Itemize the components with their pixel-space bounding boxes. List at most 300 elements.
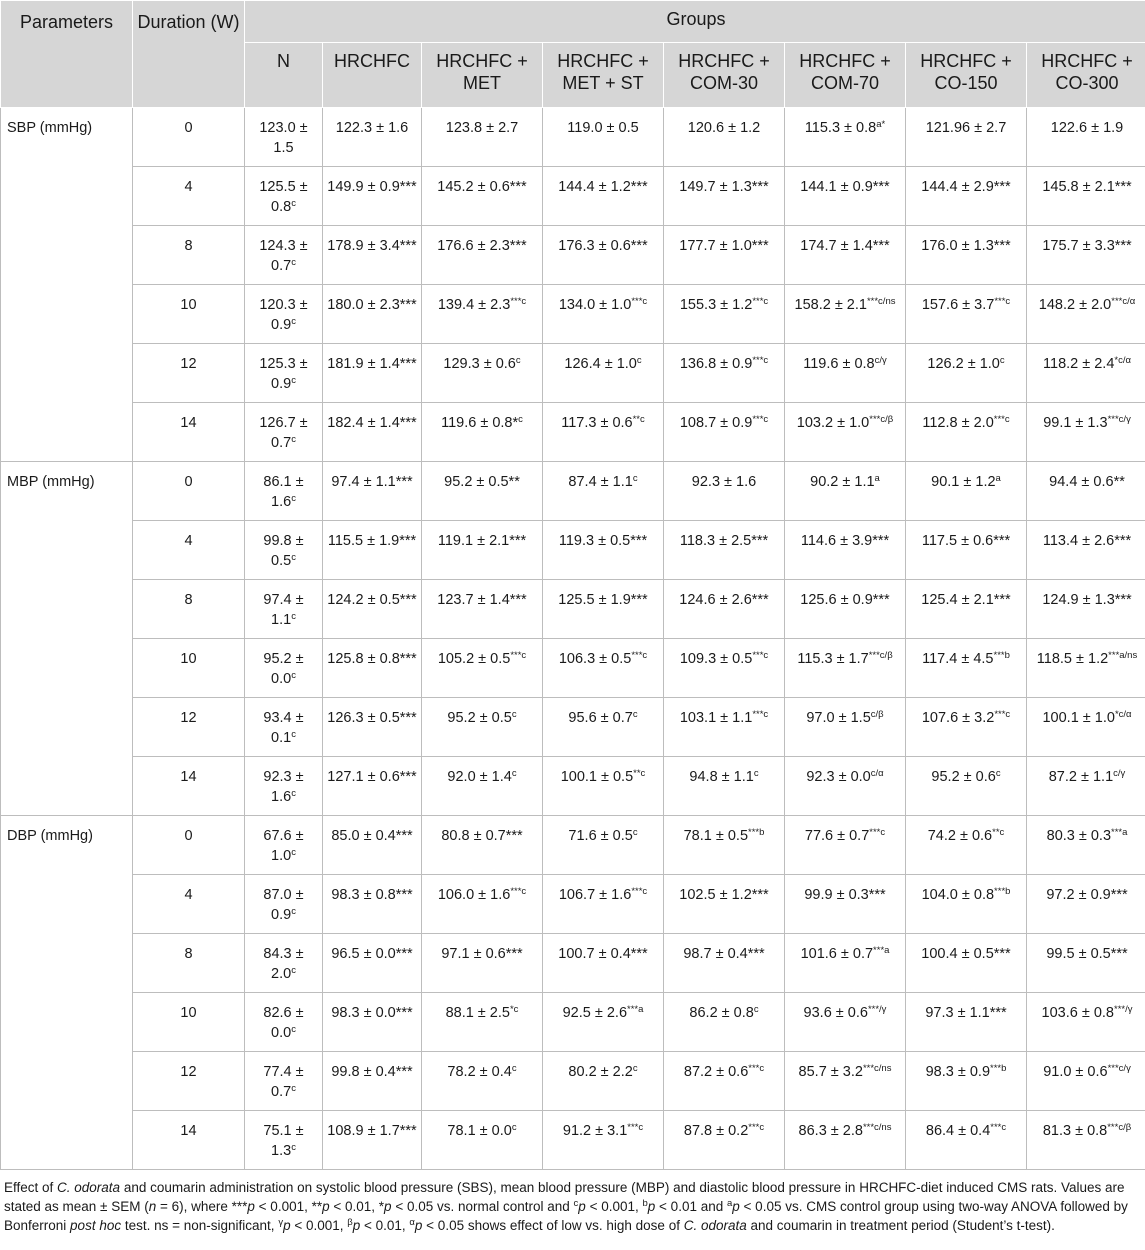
header-group-col: HRCHFC + COM-30 xyxy=(664,43,785,108)
value-cell xyxy=(785,934,906,993)
value-cell xyxy=(422,993,543,1052)
footnote-text: Effect of xyxy=(4,1180,58,1195)
value-text: 129.3 ± 0.6 xyxy=(443,356,516,372)
value-text: 78.1 ± 0.5 xyxy=(683,828,749,844)
duration-cell: 10 xyxy=(133,639,245,698)
value-cell xyxy=(1027,1111,1145,1170)
value-text: 124.9 ± 1.3*** xyxy=(1042,592,1132,608)
value-text: 180.0 ± 2.3*** xyxy=(327,297,417,313)
significance-mark: c xyxy=(291,198,296,209)
value-text: 118.2 ± 2.4 xyxy=(1043,356,1115,372)
value-text: 99.9 ± 0.3*** xyxy=(804,887,886,903)
value-cell xyxy=(245,108,323,167)
value-cell xyxy=(323,757,422,816)
header-group-col: N xyxy=(245,43,323,108)
value-text: 77.4 ± 0.7 xyxy=(263,1064,304,1100)
value-text: 75.1 ± 1.3 xyxy=(263,1123,304,1159)
value-cell xyxy=(664,108,785,167)
value-text: 84.3 ± 2.0 xyxy=(263,946,304,982)
value-cell xyxy=(543,462,664,521)
value-text: 100.1 ± 1.0 xyxy=(1042,710,1115,726)
value-text: 106.3 ± 0.5 xyxy=(558,651,632,667)
footnote-sup: α xyxy=(409,1217,415,1228)
value-text: 98.7 ± 0.4*** xyxy=(683,946,765,962)
value-text: 92.3 ± 0.0 xyxy=(806,769,871,785)
table-row xyxy=(1,1111,1145,1170)
value-cell xyxy=(1027,639,1145,698)
variable-n: n xyxy=(148,1199,157,1214)
header-group-col: HRCHFC + CO-150 xyxy=(906,43,1027,108)
significance-mark: c/γ xyxy=(1113,768,1126,779)
significance-mark: ***c xyxy=(993,414,1010,425)
value-text: 102.5 ± 1.2*** xyxy=(679,887,769,903)
table-footnote xyxy=(0,1170,1145,1235)
value-cell xyxy=(422,167,543,226)
significance-mark: c xyxy=(636,355,642,366)
value-text: 106.7 ± 1.6 xyxy=(558,887,632,903)
footnote-sup: b xyxy=(642,1198,648,1209)
significance-mark: c xyxy=(632,709,638,720)
value-cell xyxy=(664,993,785,1052)
header-groups: Groups xyxy=(245,1,1145,43)
value-text: 99.5 ± 0.5*** xyxy=(1046,946,1128,962)
value-cell xyxy=(323,639,422,698)
significance-mark: ***c xyxy=(631,296,648,307)
value-cell xyxy=(906,167,1027,226)
value-cell xyxy=(906,993,1027,1052)
significance-mark: c xyxy=(291,611,296,622)
value-cell xyxy=(664,1052,785,1111)
value-cell xyxy=(422,816,543,875)
value-cell xyxy=(664,580,785,639)
table-row xyxy=(1,816,1145,875)
value-cell xyxy=(906,403,1027,462)
value-cell xyxy=(422,462,543,521)
value-cell xyxy=(1027,344,1145,403)
value-cell xyxy=(543,344,664,403)
value-text: 95.2 ± 0.6 xyxy=(931,769,996,785)
value-text: 103.6 ± 0.8 xyxy=(1041,1005,1114,1021)
value-text: 122.6 ± 1.9 xyxy=(1050,120,1124,136)
value-text: 80.8 ± 0.7*** xyxy=(441,828,523,844)
value-cell xyxy=(543,757,664,816)
value-text: 144.4 ± 1.2*** xyxy=(558,179,648,195)
significance-mark: *c/α xyxy=(1114,709,1132,720)
value-cell xyxy=(785,167,906,226)
value-text: 123.8 ± 2.7 xyxy=(445,120,519,136)
value-text: 134.0 ± 1.0 xyxy=(558,297,632,313)
value-text: 94.8 ± 1.1 xyxy=(689,769,754,785)
value-cell xyxy=(906,639,1027,698)
value-cell xyxy=(664,757,785,816)
value-text: 99.8 ± 0.4*** xyxy=(331,1064,413,1080)
value-cell xyxy=(323,108,422,167)
significance-mark: ***b xyxy=(994,886,1011,897)
significance-mark: c/β xyxy=(870,709,884,720)
value-cell xyxy=(785,226,906,285)
value-cell xyxy=(1027,1052,1145,1111)
value-text: 144.4 ± 2.9*** xyxy=(921,179,1011,195)
significance-mark: ***b xyxy=(748,827,765,838)
footnote-text: < 0.05 shows effect of low vs. high dose of xyxy=(422,1218,684,1233)
significance-mark: ***c xyxy=(752,650,769,661)
species-name: C. odorata xyxy=(57,1180,121,1195)
value-text: 126.2 ± 1.0 xyxy=(927,356,1000,372)
significance-mark: **c xyxy=(632,414,645,425)
significance-mark: ***c xyxy=(990,1122,1007,1133)
significance-mark: ***c/ns xyxy=(862,1122,892,1133)
footnote-text: < 0.001, xyxy=(585,1199,643,1214)
significance-mark: ***c/β xyxy=(869,414,894,425)
duration-cell: 4 xyxy=(133,167,245,226)
footnote-text: < 0.01, * xyxy=(329,1199,385,1214)
significance-mark: ***c xyxy=(510,296,527,307)
duration-cell: 12 xyxy=(133,1052,245,1111)
significance-mark: c xyxy=(291,257,296,268)
value-text: 92.3 ± 1.6 xyxy=(691,474,757,490)
significance-mark: ***a/ns xyxy=(1108,650,1138,661)
duration-cell: 14 xyxy=(133,403,245,462)
value-cell xyxy=(422,1111,543,1170)
value-cell xyxy=(906,816,1027,875)
variable-p: p xyxy=(352,1218,361,1233)
value-cell xyxy=(422,285,543,344)
value-text: 125.3 ± 0.9 xyxy=(259,356,308,392)
value-cell xyxy=(323,462,422,521)
value-cell xyxy=(785,1111,906,1170)
value-text: 97.2 ± 0.9*** xyxy=(1046,887,1128,903)
value-text: 87.2 ± 1.1 xyxy=(1048,769,1114,785)
value-text: 90.2 ± 1.1 xyxy=(810,474,875,490)
significance-mark: ***c/ns xyxy=(862,1063,892,1074)
significance-mark: c xyxy=(511,1122,517,1133)
value-cell xyxy=(664,875,785,934)
value-cell xyxy=(785,816,906,875)
value-text: 95.6 ± 0.7 xyxy=(568,710,633,726)
value-cell xyxy=(1027,934,1145,993)
value-text: 139.4 ± 2.3 xyxy=(437,297,511,313)
value-cell xyxy=(422,875,543,934)
value-cell xyxy=(323,285,422,344)
value-cell xyxy=(422,521,543,580)
value-cell xyxy=(422,344,543,403)
value-cell xyxy=(785,521,906,580)
duration-cell: 0 xyxy=(133,462,245,521)
value-text: 74.2 ± 0.6 xyxy=(927,828,993,844)
value-cell xyxy=(245,698,323,757)
header-group-col: HRCHFC + MET xyxy=(422,43,543,108)
value-text: 113.4 ± 2.6*** xyxy=(1042,533,1132,549)
footnote-sup: γ xyxy=(278,1217,284,1228)
value-cell xyxy=(543,698,664,757)
value-text: 97.4 ± 1.1*** xyxy=(331,474,413,490)
value-cell xyxy=(543,521,664,580)
value-text: 155.3 ± 1.2 xyxy=(679,297,753,313)
table-row xyxy=(1,639,1145,698)
value-cell xyxy=(785,698,906,757)
table-row xyxy=(1,521,1145,580)
value-cell xyxy=(323,816,422,875)
variable-p: p xyxy=(247,1199,255,1214)
footnote-text: < 0.05 vs. normal control and xyxy=(391,1199,574,1214)
value-cell xyxy=(543,108,664,167)
value-text: 117.3 ± 0.6 xyxy=(561,415,633,431)
value-text: 93.6 ± 0.6 xyxy=(803,1005,868,1021)
duration-cell: 14 xyxy=(133,757,245,816)
significance-mark: ***/γ xyxy=(867,1004,887,1015)
significance-mark: ***c xyxy=(752,414,769,425)
significance-mark: ***c xyxy=(994,296,1011,307)
significance-mark: c xyxy=(515,355,521,366)
table-row xyxy=(1,993,1145,1052)
value-text: 121.96 ± 2.7 xyxy=(925,120,1007,136)
value-text: 86.2 ± 0.8 xyxy=(689,1005,754,1021)
value-text: 108.9 ± 1.7*** xyxy=(327,1123,417,1139)
value-cell xyxy=(1027,108,1145,167)
value-text: 78.1 ± 0.0 xyxy=(447,1123,512,1139)
value-cell xyxy=(422,1052,543,1111)
value-cell xyxy=(1027,285,1145,344)
value-cell xyxy=(245,580,323,639)
value-cell xyxy=(543,226,664,285)
value-cell xyxy=(422,226,543,285)
post-hoc-term: post hoc xyxy=(70,1218,122,1233)
value-cell xyxy=(1027,462,1145,521)
value-cell xyxy=(245,934,323,993)
value-cell xyxy=(785,639,906,698)
value-cell xyxy=(422,108,543,167)
value-text: 105.2 ± 0.5 xyxy=(437,651,511,667)
value-cell xyxy=(245,1052,323,1111)
value-text: 107.6 ± 3.2 xyxy=(921,710,995,726)
significance-mark: c xyxy=(291,1024,296,1035)
value-text: 97.0 ± 1.5 xyxy=(806,710,871,726)
value-cell xyxy=(664,167,785,226)
value-cell xyxy=(906,285,1027,344)
significance-mark: *c xyxy=(509,1004,519,1015)
significance-mark: ***c xyxy=(994,709,1011,720)
duration-cell: 0 xyxy=(133,816,245,875)
value-cell xyxy=(664,285,785,344)
value-cell xyxy=(664,816,785,875)
header-parameters: Parameters xyxy=(1,1,133,108)
table-row xyxy=(1,580,1145,639)
value-text: 158.2 ± 2.1 xyxy=(794,297,867,313)
value-cell xyxy=(664,521,785,580)
value-text: 117.5 ± 0.6*** xyxy=(921,533,1011,549)
value-cell xyxy=(245,757,323,816)
value-cell xyxy=(323,934,422,993)
value-cell xyxy=(664,403,785,462)
value-cell xyxy=(543,875,664,934)
significance-mark: ***c xyxy=(627,1122,644,1133)
value-text: 87.4 ± 1.1 xyxy=(568,474,633,490)
significance-mark: ***c xyxy=(748,1122,765,1133)
value-text: 101.6 ± 0.7 xyxy=(800,946,874,962)
value-text: 99.1 ± 1.3 xyxy=(1043,415,1108,431)
value-cell xyxy=(785,875,906,934)
value-cell xyxy=(906,757,1027,816)
value-text: 97.1 ± 0.6*** xyxy=(441,946,523,962)
value-text: 126.3 ± 0.5*** xyxy=(327,710,417,726)
duration-cell: 0 xyxy=(133,108,245,167)
value-text: 100.1 ± 0.5 xyxy=(560,769,634,785)
variable-p: p xyxy=(414,1218,423,1233)
value-cell xyxy=(1027,698,1145,757)
significance-mark: ***c xyxy=(510,650,527,661)
header-duration: Duration (W) xyxy=(133,1,245,108)
value-text: 127.1 ± 0.6*** xyxy=(327,769,417,785)
value-text: 97.3 ± 1.1*** xyxy=(925,1005,1007,1021)
value-cell xyxy=(906,1111,1027,1170)
value-text: 125.4 ± 2.1*** xyxy=(921,592,1011,608)
value-cell xyxy=(245,639,323,698)
significance-mark: c xyxy=(291,847,296,858)
value-text: 115.3 ± 1.7 xyxy=(797,651,869,667)
significance-mark: ***c xyxy=(752,355,769,366)
value-text: 92.3 ± 1.6 xyxy=(263,769,304,805)
duration-cell: 4 xyxy=(133,875,245,934)
value-text: 93.4 ± 0.1 xyxy=(263,710,304,746)
variable-p: p xyxy=(647,1199,656,1214)
significance-mark: c xyxy=(291,965,296,976)
significance-mark: ***c/β xyxy=(1107,1122,1132,1133)
value-text: 124.6 ± 2.6*** xyxy=(679,592,769,608)
value-text: 119.6 ± 0.8* xyxy=(441,415,519,431)
duration-cell: 12 xyxy=(133,698,245,757)
value-cell xyxy=(323,580,422,639)
value-text: 148.2 ± 2.0 xyxy=(1038,297,1112,313)
value-text: 71.6 ± 0.5 xyxy=(568,828,633,844)
value-text: 86.4 ± 0.4 xyxy=(925,1123,991,1139)
value-cell xyxy=(1027,167,1145,226)
value-cell xyxy=(323,167,422,226)
value-text: 87.2 ± 0.6 xyxy=(683,1064,749,1080)
value-cell xyxy=(245,816,323,875)
value-cell xyxy=(543,639,664,698)
value-cell xyxy=(245,167,323,226)
value-text: 87.0 ± 0.9 xyxy=(263,887,304,923)
value-cell xyxy=(785,757,906,816)
value-text: 106.0 ± 1.6 xyxy=(437,887,511,903)
value-text: 120.3 ± 0.9 xyxy=(259,297,308,333)
value-text: 94.4 ± 0.6** xyxy=(1049,474,1125,490)
value-cell xyxy=(1027,875,1145,934)
value-cell xyxy=(245,521,323,580)
significance-mark: ***c/ns xyxy=(866,296,896,307)
significance-mark: c xyxy=(999,355,1005,366)
value-cell xyxy=(664,698,785,757)
significance-mark: ***b xyxy=(993,650,1010,661)
significance-mark: *c/α xyxy=(1114,355,1131,366)
footnote-text: and coumarin in treatment period (Student’s t-test). xyxy=(746,1218,1055,1233)
value-text: 98.3 ± 0.8*** xyxy=(331,887,413,903)
value-cell xyxy=(906,521,1027,580)
value-text: 118.3 ± 2.5*** xyxy=(679,533,769,549)
value-text: 174.7 ± 1.4*** xyxy=(800,238,890,254)
significance-mark: c xyxy=(291,670,296,681)
table-row xyxy=(1,757,1145,816)
value-cell xyxy=(245,226,323,285)
value-cell xyxy=(543,934,664,993)
footnote-text: < 0.001, xyxy=(290,1218,348,1233)
significance-mark: c xyxy=(518,414,523,425)
footnote-text: < 0.01 and xyxy=(655,1199,727,1214)
significance-mark: ***c/γ xyxy=(1107,414,1131,425)
significance-mark: ***a xyxy=(627,1004,644,1015)
header-group-col: HRCHFC + COM-70 xyxy=(785,43,906,108)
value-text: 119.0 ± 0.5 xyxy=(567,120,639,136)
value-cell xyxy=(422,757,543,816)
variable-p: p xyxy=(578,1199,586,1214)
value-cell xyxy=(906,462,1027,521)
header-group-col: HRCHFC + MET + ST xyxy=(543,43,664,108)
value-cell xyxy=(906,344,1027,403)
value-text: 176.6 ± 2.3*** xyxy=(437,238,527,254)
value-text: 85.0 ± 0.4*** xyxy=(331,828,413,844)
significance-mark: c xyxy=(753,1004,759,1015)
table-row xyxy=(1,698,1145,757)
value-text: 104.0 ± 0.8 xyxy=(921,887,995,903)
value-text: 95.2 ± 0.0 xyxy=(263,651,304,687)
value-text: 82.6 ± 0.0 xyxy=(263,1005,304,1041)
value-text: 157.6 ± 3.7 xyxy=(921,297,995,313)
significance-mark: c xyxy=(291,1083,296,1094)
table-row xyxy=(1,285,1145,344)
value-text: 114.6 ± 3.9*** xyxy=(800,533,890,549)
significance-mark: ***c xyxy=(869,827,886,838)
significance-mark: ***a xyxy=(1111,827,1128,838)
value-text: 91.0 ± 0.6 xyxy=(1043,1064,1108,1080)
value-cell xyxy=(323,1052,422,1111)
value-cell xyxy=(1027,521,1145,580)
value-cell xyxy=(245,1111,323,1170)
significance-mark: ***b xyxy=(990,1063,1007,1074)
variable-p: p xyxy=(322,1199,330,1214)
value-text: 85.7 ± 3.2 xyxy=(798,1064,863,1080)
value-text: 98.3 ± 0.9 xyxy=(925,1064,991,1080)
significance-mark: **c xyxy=(992,827,1005,838)
value-text: 122.3 ± 1.6 xyxy=(335,120,409,136)
footnote-text: < 0.01, xyxy=(360,1218,410,1233)
value-text: 145.8 ± 2.1*** xyxy=(1042,179,1132,195)
significance-mark: c xyxy=(511,709,517,720)
significance-mark: c/γ xyxy=(874,355,887,366)
value-text: 120.6 ± 1.2 xyxy=(687,120,761,136)
variable-p: p xyxy=(732,1199,740,1214)
duration-cell: 12 xyxy=(133,344,245,403)
significance-mark: c xyxy=(632,827,638,838)
value-cell xyxy=(785,344,906,403)
table-row xyxy=(1,1052,1145,1111)
footnote-sup: a xyxy=(726,1198,733,1209)
value-text: 149.7 ± 1.3*** xyxy=(679,179,769,195)
value-text: 124.3 ± 0.7 xyxy=(259,238,308,274)
value-text: 178.9 ± 3.4*** xyxy=(327,238,417,254)
value-cell xyxy=(664,639,785,698)
value-text: 80.2 ± 2.2 xyxy=(568,1064,633,1080)
table-row xyxy=(1,108,1145,167)
footnote-sup: c xyxy=(573,1198,579,1209)
table-row xyxy=(1,875,1145,934)
value-cell xyxy=(422,639,543,698)
value-text: 182.4 ± 1.4*** xyxy=(327,415,417,431)
footnote-text: and coumarin administration on systolic blood pressure (SBS), mean blood pressure (MBP) and diastolic blood pressure in HRCHFC-diet induced CMS rats. Values are stated as mean ± SEM ( xyxy=(4,1180,1125,1214)
value-text: 95.2 ± 0.5 xyxy=(447,710,512,726)
table-row xyxy=(1,462,1145,521)
value-cell xyxy=(543,1111,664,1170)
value-cell xyxy=(785,462,906,521)
